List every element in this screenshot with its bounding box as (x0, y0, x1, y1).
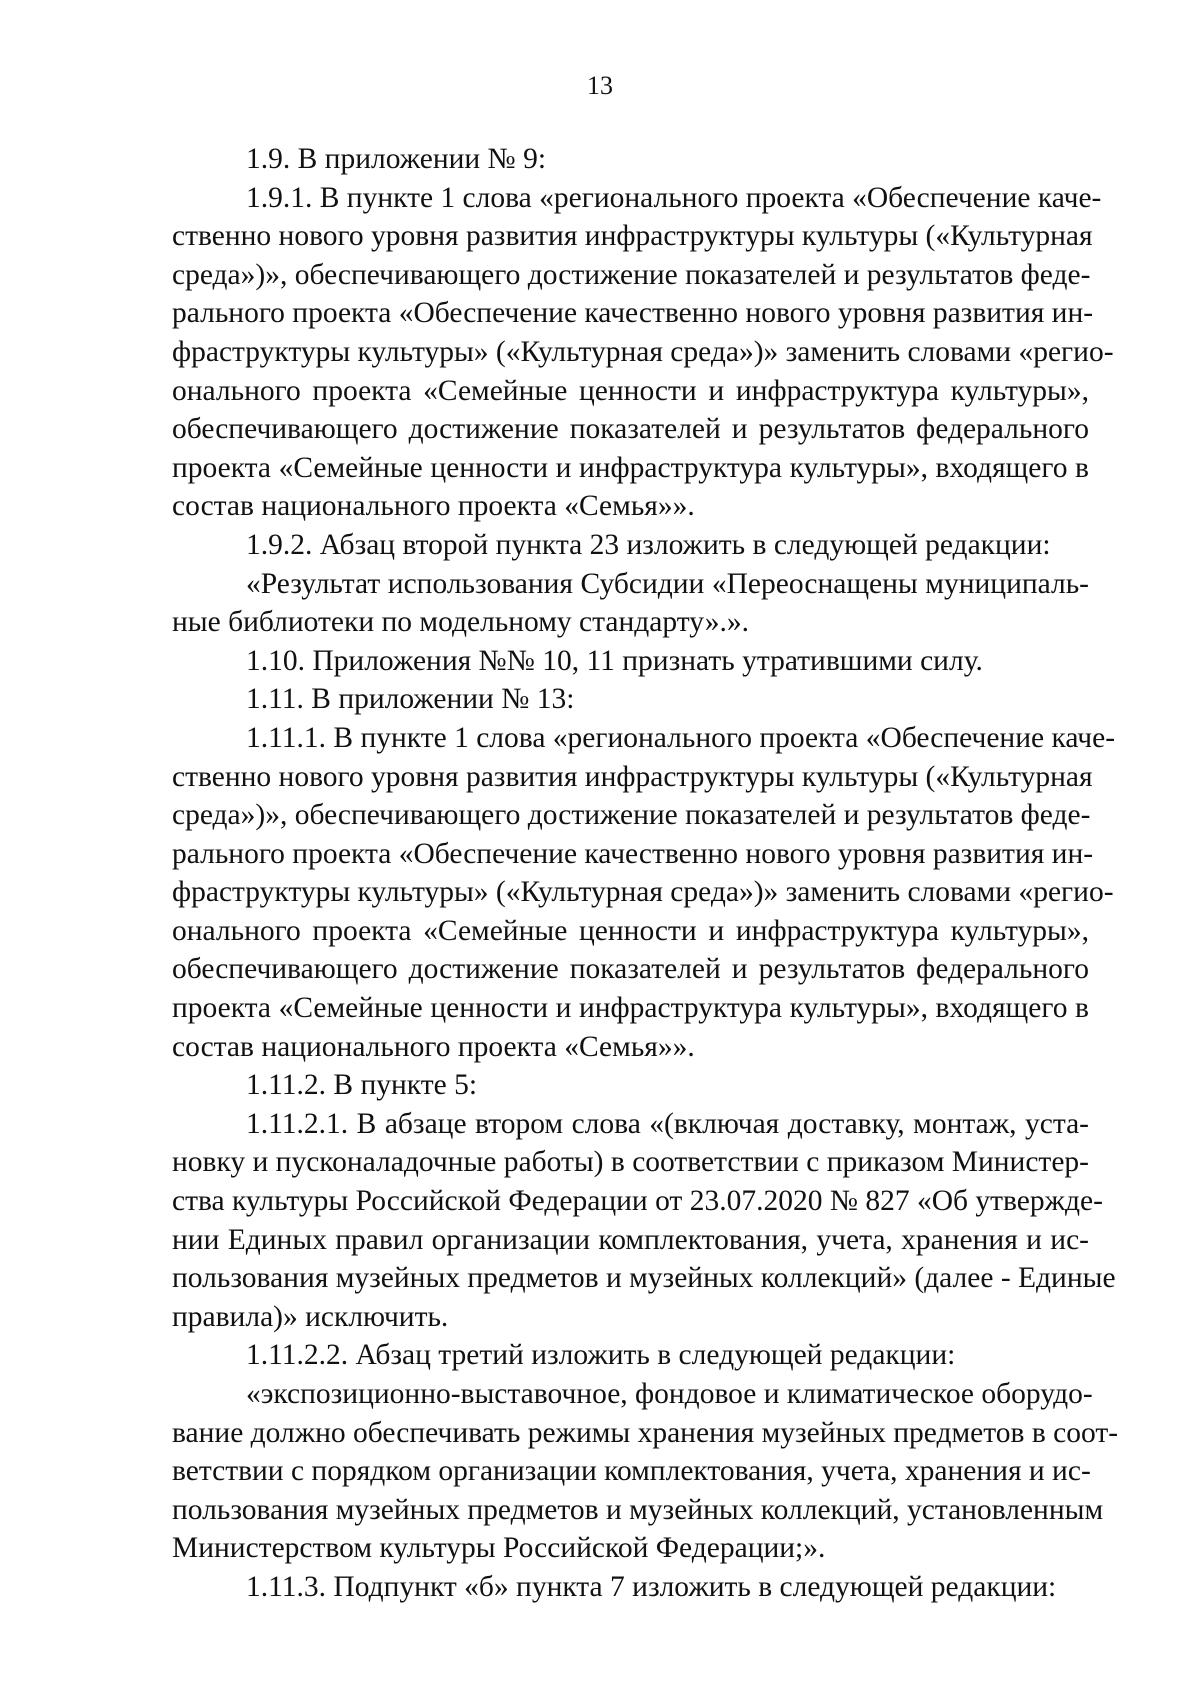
text-line: онального проекта «Семейные ценности и инфраструктура культуры», (172, 914, 1089, 947)
text-line: среда»)», обеспечивающего достижение показателей и результатов феде- (172, 799, 1091, 832)
paragraph-1-9-1 (172, 179, 1114, 526)
text-line: нии Единых правил организации комплектования, учета, хранения и ис- (172, 1223, 1089, 1256)
paragraph-1-9-2 (172, 526, 1089, 565)
text-line: фраструктуры культуры» («Культурная среда»)» заменить словами «регио- (172, 876, 1114, 909)
paragraph-1-9 (172, 140, 1089, 179)
text-line: рального проекта «Обеспечение качественно нового уровня развития ин- (172, 297, 1094, 330)
paragraph-quote-equipment (172, 1375, 1119, 1568)
text-line: ные библиотеки по модельному стандарту».». (172, 606, 749, 639)
text-line: ветствии с порядком организации комплектования, учета, хранения и ис- (172, 1455, 1091, 1488)
paragraph-1-10 (172, 642, 1089, 681)
text-line: «экспозиционно-выставочное, фондовое и климатическое оборудо- (246, 1378, 1093, 1410)
text-line: 1.10. Приложения №№ 10, 11 признать утратившими силу. (246, 644, 983, 677)
text-line: 1.11.2. В пункте 5: (246, 1069, 478, 1102)
text-line: новку и пусконаладочные работы) в соответствии с приказом Министер- (172, 1146, 1089, 1179)
text-line: 1.9.2. Абзац второй пункта 23 изложить в следующей редакции: (246, 528, 1051, 561)
text-line: обеспечивающего достижение показателей и результатов федерального (172, 953, 1089, 986)
text-line: фраструктуры культуры» («Культурная среда»)» заменить словами «регио- (172, 335, 1114, 368)
paragraph-1-11-2-2 (172, 1336, 1089, 1375)
paragraph-1-11-2 (172, 1066, 1089, 1105)
paragraph-quote-result (172, 565, 1089, 642)
text-line: 1.9. В приложении № 9: (246, 143, 547, 175)
paragraph-1-11-2-1 (172, 1105, 1116, 1337)
text-line: 1.11. В приложении № 13: (246, 683, 575, 716)
text-line: рального проекта «Обеспечение качественно нового уровня развития ин- (172, 837, 1094, 870)
text-line: 1.11.1. В пункте 1 слова «регионального проекта «Обеспечение каче- (246, 721, 1116, 754)
text-line: состав национального проекта «Семья»». (172, 490, 695, 523)
paragraph-1-11-3 (172, 1568, 1089, 1607)
text-line: правила)» исключить. (172, 1300, 449, 1333)
text-line: ства культуры Российской Федерации от 23.07.2020 № 827 «Об утвержде- (172, 1185, 1103, 1218)
text-line: 1.11.3. Подпункт «б» пункта 7 изложить в следующей редакции: (246, 1570, 1057, 1603)
text-line: онального проекта «Семейные ценности и инфраструктура культуры», (172, 374, 1089, 407)
paragraph-1-11 (172, 680, 1089, 719)
text-line: 1.9.1. В пункте 1 слова «регионального проекта «Обеспечение каче- (246, 181, 1102, 214)
document-body (172, 140, 1119, 1607)
text-line: среда»)», обеспечивающего достижение показателей и результатов феде- (172, 258, 1091, 291)
page-number: 13 (587, 71, 613, 100)
text-line: Министерством культуры Российской Федерации;». (172, 1532, 826, 1565)
text-line: 1.11.2.1. В абзаце втором слова «(включая доставку, монтаж, уста- (246, 1107, 1089, 1140)
text-line: ственно нового уровня развития инфраструктуры культуры («Культурная (172, 220, 1093, 253)
text-line: пользования музейных предметов и музейных коллекций» (далее - Единые (172, 1262, 1116, 1295)
text-line: 1.11.2.2. Абзац третий изложить в следующей редакции: (246, 1339, 956, 1372)
text-line: состав национального проекта «Семья»». (172, 1030, 695, 1063)
text-line: пользования музейных предметов и музейных коллекций, установленным (172, 1493, 1104, 1526)
text-line: проекта «Семейные ценности и инфраструктура культуры», входящего в (172, 451, 1089, 484)
text-line: «Результат использования Субсидии «Переоснащены муниципаль- (246, 567, 1089, 600)
paragraph-1-11-1 (172, 719, 1116, 1066)
text-line: ственно нового уровня развития инфраструктуры культуры («Культурная (172, 760, 1093, 793)
text-line: обеспечивающего достижение показателей и результатов федерального (172, 413, 1089, 446)
text-line: проекта «Семейные ценности и инфраструктура культуры», входящего в (172, 992, 1089, 1025)
text-line: вание должно обеспечивать режимы хранения музейных предметов в соот- (172, 1416, 1119, 1449)
